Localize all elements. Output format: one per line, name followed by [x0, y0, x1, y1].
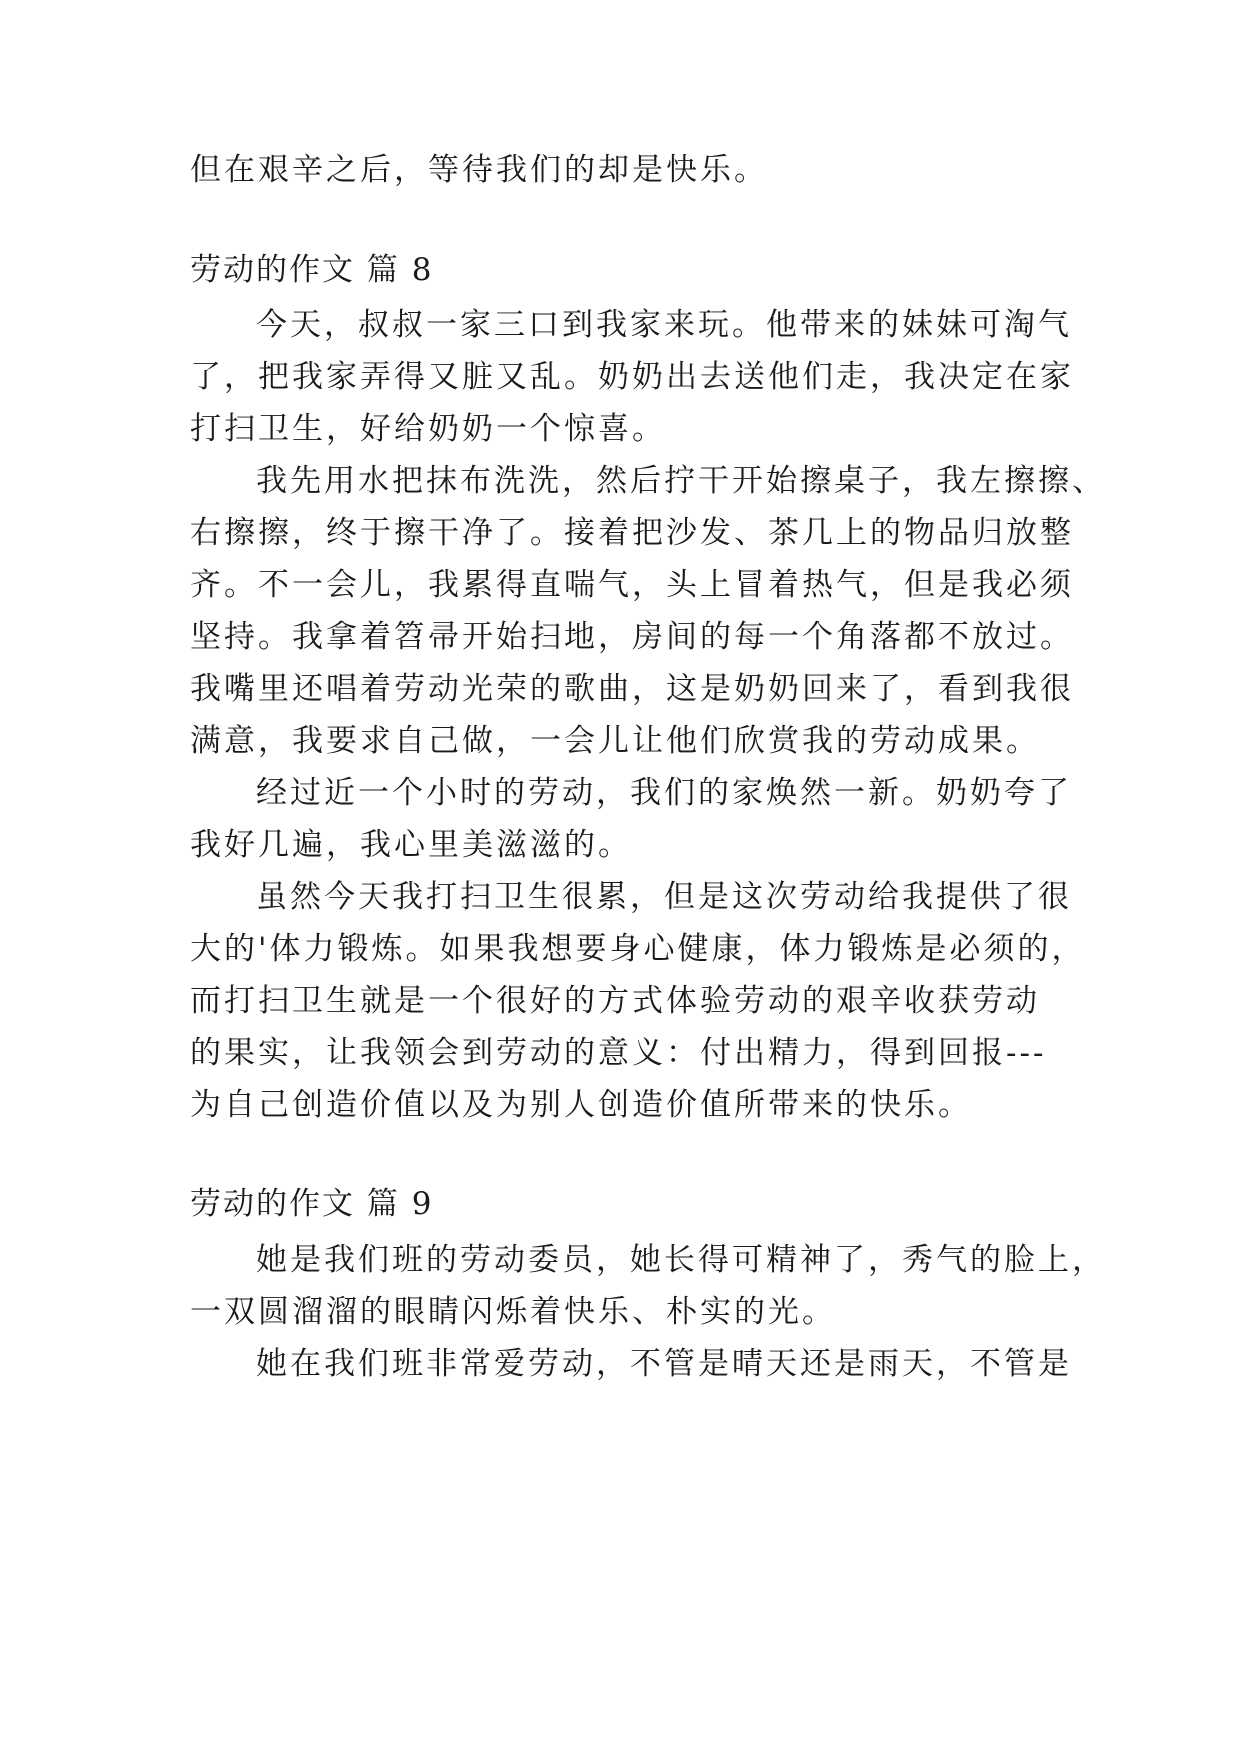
- paragraph-line: 了，把我家弄得又脏又乱。奶奶出去送他们走，我决定在家: [190, 359, 1074, 395]
- paragraph-line: 经过近一个小时的劳动，我们的家焕然一新。奶奶夸了: [256, 775, 1072, 811]
- paragraph-line: 齐。不一会儿，我累得直喘气，头上冒着热气，但是我必须: [190, 567, 1074, 603]
- paragraph-line: 她在我们班非常爱劳动，不管是晴天还是雨天，不管是: [256, 1346, 1072, 1382]
- paragraph-line: 她是我们班的劳动委员，她长得可精神了，秀气的脸上，: [256, 1242, 1106, 1278]
- paragraph-line: 今天，叔叔一家三口到我家来玩。他带来的妹妹可淘气: [256, 307, 1072, 343]
- paragraph-line: 虽然今天我打扫卫生很累，但是这次劳动给我提供了很: [256, 879, 1072, 915]
- paragraph-line: 一双圆溜溜的眼睛闪烁着快乐、朴实的光。: [190, 1294, 836, 1330]
- paragraph-line: 坚持。我拿着笤帚开始扫地，房间的每一个角落都不放过。: [190, 619, 1074, 655]
- paragraph-line: 而打扫卫生就是一个很好的方式体验劳动的艰辛收获劳动: [190, 983, 1040, 1019]
- paragraph-line: 满意，我要求自己做，一会儿让他们欣赏我的劳动成果。: [190, 723, 1040, 759]
- paragraph-line: 的果实，让我领会到劳动的意义：付出精力，得到回报---: [190, 1035, 1047, 1071]
- paragraph-line: 为自己创造价值以及为别人创造价值所带来的快乐。: [190, 1087, 972, 1123]
- paragraph-line: 但在艰辛之后，等待我们的却是快乐。: [190, 152, 768, 188]
- paragraph-line: 我好几遍，我心里美滋滋的。: [190, 827, 632, 863]
- paragraph-line: 右擦擦，终于擦干净了。接着把沙发、茶几上的物品归放整: [190, 515, 1074, 551]
- paragraph-line: 大的'体力锻炼。如果我想要身心健康，体力锻炼是必须的，: [190, 931, 1086, 967]
- paragraph-line: 我先用水把抹布洗洗，然后拧干开始擦桌子，我左擦擦、: [256, 463, 1106, 499]
- paragraph-line: 打扫卫生，好给奶奶一个惊喜。: [190, 411, 666, 447]
- section-heading: 劳动的作文 篇 8: [190, 252, 434, 288]
- paragraph-line: 我嘴里还唱着劳动光荣的歌曲，这是奶奶回来了，看到我很: [190, 671, 1074, 707]
- section-heading: 劳动的作文 篇 9: [190, 1186, 434, 1222]
